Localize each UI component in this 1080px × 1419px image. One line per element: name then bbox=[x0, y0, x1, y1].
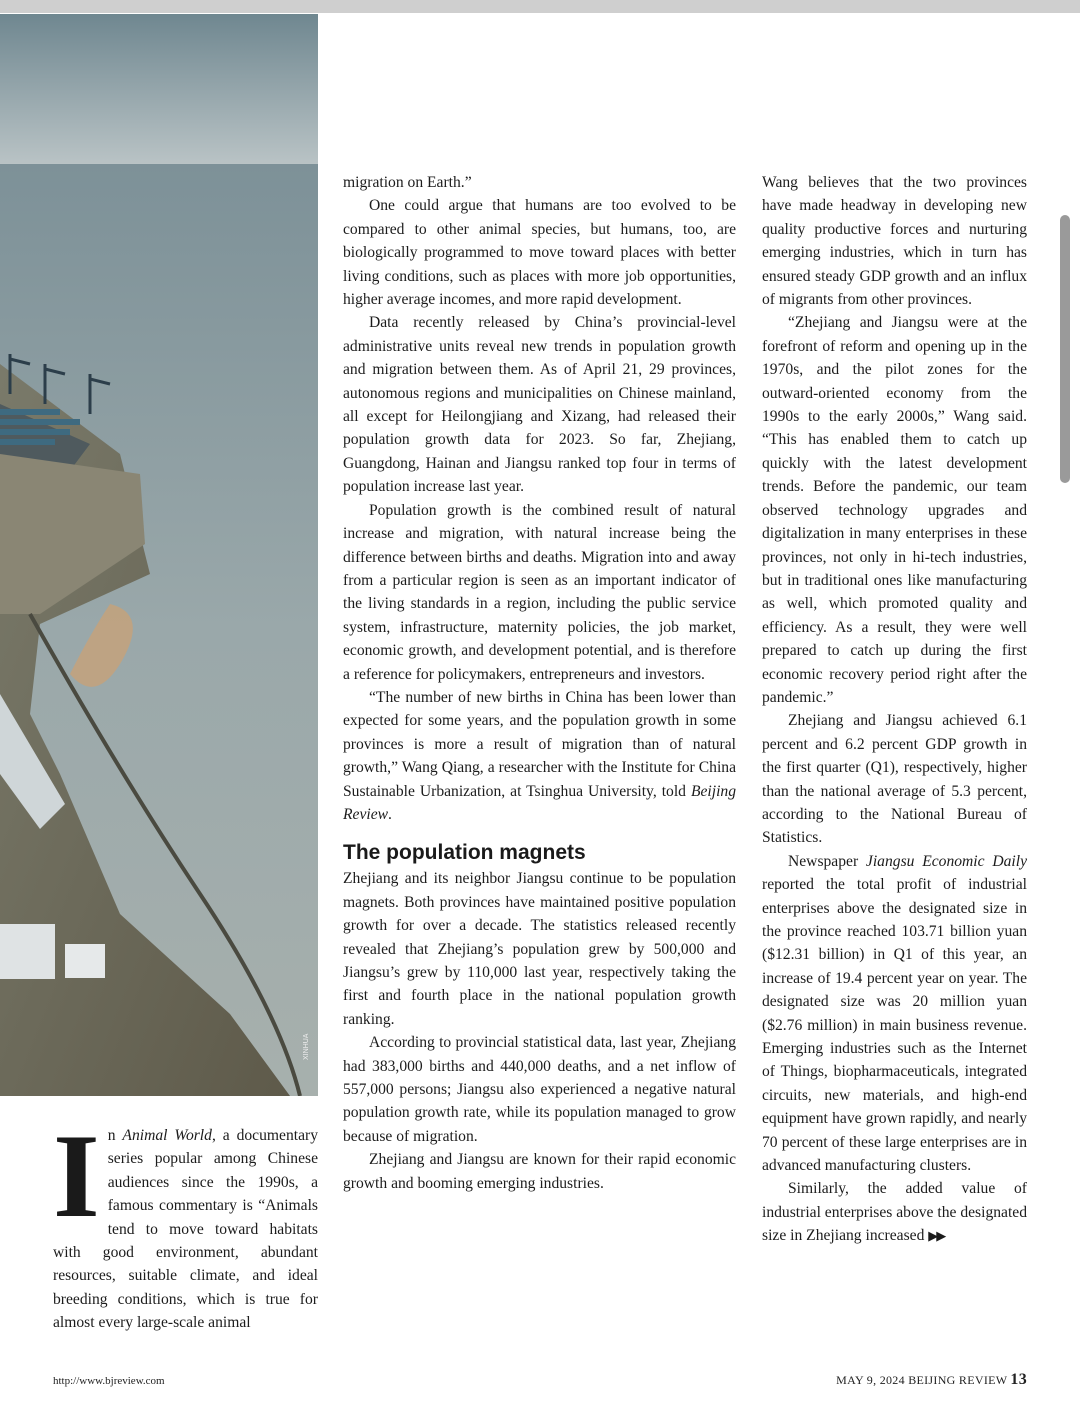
paragraph: Zhejiang and Jiangsu achieved 6.1 percent and 6.2 percent GDP growth in the first quarter (Q1), respectively, higher than the national average of 5.3 percent, according to the National Bureau of Statistics. bbox=[762, 712, 1027, 847]
middle-paragraphs-top bbox=[343, 171, 736, 826]
paragraph: Population growth is the combined result of natural increase and migration, with natural increase being the difference between births and deaths. Migration into and away from a particular region is seen as an important indicator of the living standards in a region, including the public service system, infrastructure, maternity policies, the job market, economic growth, and development potential, and is therefore a reference for policymakers, entrepreneurs and investors. bbox=[343, 501, 736, 683]
footer-url[interactable]: http://www.bjreview.com bbox=[53, 1375, 165, 1387]
top-toolbar-strip bbox=[0, 0, 1080, 13]
middle-column bbox=[343, 171, 736, 1195]
paragraph: Newspaper Jiangsu Economic Daily reported the total profit of industrial enterprises above the designated size in the province reached 103.71 billion yuan ($12.31 billion) in Q1 of this year, an increase of 19.4 percent year on year. The designated size was 20 million yuan ($2.76 million) in main business revenue. Emerging industries such as the Internet of Things, biopharmaceuticals, integrated circuits, new materials, and high-end equipment have grown rapidly, and nearly 70 percent of these large enterprises are in advanced manufacturing clusters. bbox=[762, 852, 1027, 1175]
paragraph: “Zhejiang and Jiangsu were at the forefront of reform and opening up in the 1970s, and the pilot zones for the outward-oriented economy from the 1990s to the early 2000s,” Wang said. “This has enabled them to catch up quickly with the latest development trends. Before the pandemic, our team observed technology upgrades and digitalization in many enterprises in these provinces, not only in hi-tech industries, but in traditional ones like manufacturing as well, which promoted quality and efficiency. As a result, they were well prepared to catch up during the first economic recovery period right after the pandemic.” bbox=[762, 314, 1027, 706]
middle-paragraphs-bottom bbox=[343, 867, 736, 1195]
right-paragraphs bbox=[762, 171, 1027, 1249]
aerial-port-photo bbox=[0, 14, 318, 1096]
paragraph: Data recently released by China’s provincial-level administrative units reveal new trends in population growth and migration between them. As of April 21, 29 provinces, autonomous regions and municipalities on Chinese mainland, all except for Heilongjiang and Xizang, had released their population growth data for 2023. So far, Zhejiang, Guangdong, Hainan and Jiangsu ranked top four in terms of population increase last year. bbox=[343, 314, 736, 496]
section-heading: The population magnets bbox=[343, 841, 586, 865]
paragraph: One could argue that humans are too evolved to be compared to other animal species, but humans, too, are biologically programmed to move toward places with better living conditions, such as places with more job opportunities, higher average incomes, and more rapid development. bbox=[343, 197, 736, 309]
intro-column bbox=[53, 1109, 318, 1335]
paragraph: Zhejiang and Jiangsu are known for their rapid economic growth and booming emerging industries. bbox=[343, 1151, 736, 1192]
drop-cap: I bbox=[53, 1109, 100, 1242]
photo-credit: XINHUA bbox=[303, 1033, 310, 1060]
paragraph: According to provincial statistical data, last year, Zhejiang had 383,000 births and 440,000 deaths, and a net inflow of 557,000 persons; Jiangsu also experienced a negative natural population growth rate, while its population managed to grow because of migration. bbox=[343, 1034, 736, 1145]
footer-issue bbox=[836, 1371, 1027, 1389]
paragraph: Similarly, the added value of industrial enterprises above the designated size in Zhejiang increased ▶▶ bbox=[762, 1180, 1028, 1245]
right-column bbox=[762, 171, 1027, 1249]
page-number: 13 bbox=[1010, 1371, 1027, 1388]
paragraph: “The number of new births in China has been lower than expected for some years, and the population growth in some provinces is more a result of migration than of natural growth,” Wang Qiang, a researcher with the Institute for China Sustainable Urbanization, at Tsinghua University, told Beijing Review. bbox=[343, 688, 736, 823]
paragraph: Wang believes that the two provinces have made headway in developing new quality productive forces and nurturing emerging industries, which in turn has ensured steady GDP growth and an influx of migrants from other provinces. bbox=[762, 174, 1027, 309]
intro-paragraph: n Animal World, a documentary series popular among Chinese audiences since the 1990s, a famous commentary is “Animals tend to move toward habitats with good environment, abundant resources, suitable climate, and ideal breeding conditions, which is true for almost every large-scale animal bbox=[53, 1127, 318, 1332]
paragraph: migration on Earth.” bbox=[343, 174, 472, 191]
issue-label: MAY 9, 2024 BEIJING REVIEW bbox=[836, 1373, 1008, 1387]
scrollbar-thumb[interactable] bbox=[1060, 215, 1070, 483]
paragraph: Zhejiang and its neighbor Jiangsu continue to be population magnets. Both provinces have maintained positive population growth for over a decade. The statistics released recently revealed that Zhejiang’s population grew by 500,000 and Jiangsu’s grew by 110,000 last year, respectively taking the first and fourth place in the national population growth ranking. bbox=[343, 870, 736, 1028]
